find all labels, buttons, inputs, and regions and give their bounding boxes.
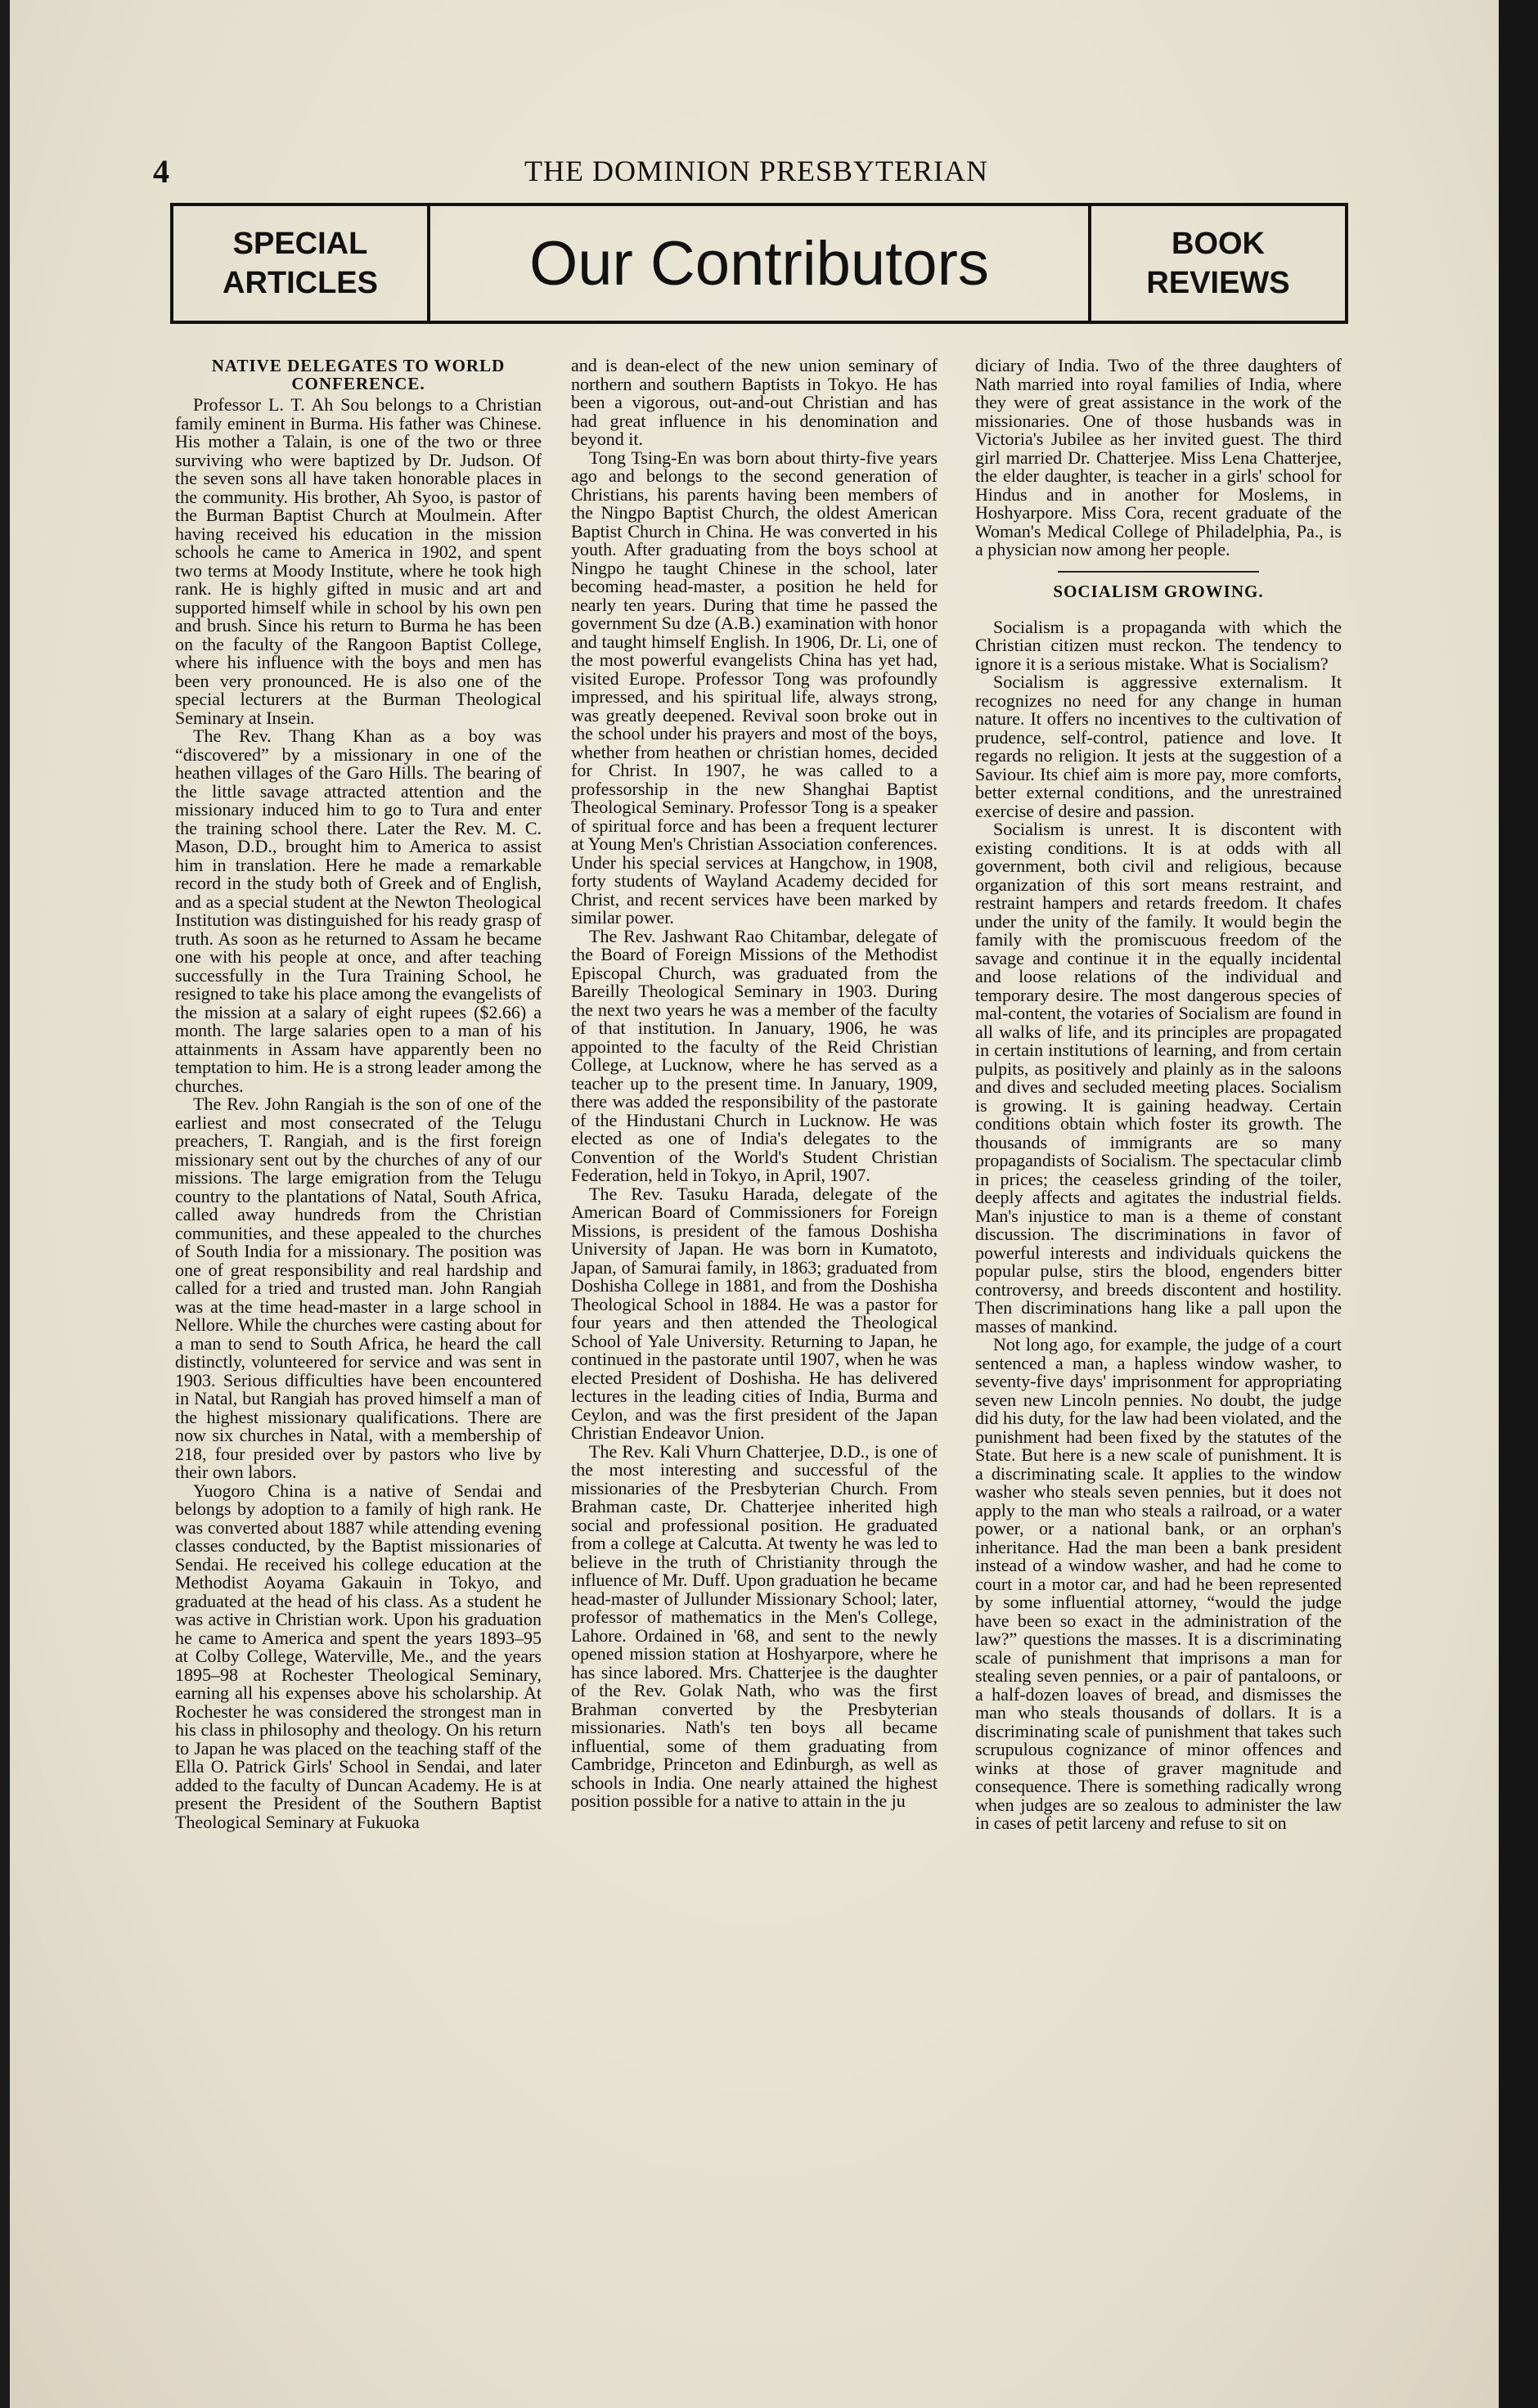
section-banner: [170, 203, 1348, 324]
paragraph: The Rev. Thang Khan as a boy was “discovered” by a missionary in one of the heathen villages of the Garo Hills. The bearing of the little savage attracted attention and the missionary induced him to go to Tura and enter the training school there. Later the Rev. M. C. Mason, D.D., brought him to America to assist him in translation. Here he made a remarkable record in the study both of Greek and of English, and as a special student at the Newton Theological Institution was distinguished for his ready grasp of truth. As soon as he returned to Assam he became one with his people at once, and after teaching successfully in the Tura Training School, he resigned to take his place among the evangelists of the mission at a salary of eight rupees ($2.66) a month. The large salaries open to a man of his attainments in Assam have apparently been no temptation to him. He is a strong leader among the churches.: [175, 726, 542, 1096]
banner-title: Our Contributors: [529, 228, 989, 299]
article-title: SOCIALISM GROWING.: [1053, 581, 1264, 601]
banner-left-line2: ARTICLES: [223, 266, 378, 300]
paragraph: Professor L. T. Ah Sou belongs to a Christian family eminent in Burma. His father was Chinese. His mother a Talain, is one of the two or three surviving who were baptized by Dr. Judson. Of the seven sons all have taken honorable places in the community. His brother, Ah Syoo, is pastor of the Burman Baptist Church at Moulmein. After having received his education in the mission schools he came to America in 1902, and spent two terms at Moody Institute, where he took high rank. He is highly gifted in music and art and supported himself while in school by his own pen and brush. Since his return to Burma he has been on the faculty of the Rangoon Baptist College, where his influence with the boys and men has been very pronounced. He is also one of the special lecturers at the Burman Theological Seminary at Insein.: [175, 394, 542, 728]
section-divider: [1058, 571, 1259, 573]
paragraph: The Rev. Kali Vhurn Chatterjee, D.D., is one of the most interesting and successful of the missionaries of the Presbyterian Church. From Brahman caste, Dr. Chatterjee inherited high social and professional position. He graduated from a college at Calcutta. At twenty he was led to believe in the truth of Christianity through the influence of Mr. Duff. Upon graduation he became head-master of Jullunder Missionary School; later, professor of mathematics in the Men's College, Lahore. Ordained in '68, and sent to the newly opened mission station at Hoshyarpore, where he has since labored. Mrs. Chatterjee is the daughter of the Rev. Golak Nath, who was the first Brahman converted by the Presbyterian missionaries. Nath's ten boys all became influential, some of them graduating from Cambridge, Princeton and Edinburgh, as well as schools in India. One nearly attained the highest position possible for a native to attain in the ju: [571, 1440, 938, 1811]
banner-right-line1: BOOK: [1171, 227, 1265, 261]
paragraph: The Rev. John Rangiah is the son of one of the earliest and most consecrated of the Telugu preachers, T. Rangiah, and is the first foreign missionary sent out by the churches of any of our missions. The large emigration from the Telugu country to the plantations of Natal, South Africa, called away hundreds from the Christian communities, and these appealed to the churches of South India for a missionary. The position was one of great responsibility and real hardship and called for a tried and trusted man. John Rangiah was at the time head-master in a large school in Nellore. While the churches were casting about for a man to send to South Africa, he heard the call distinctly, volunteered for service and was sent in 1903. Serious difficulties have been encountered in Natal, but Rangiah has proved himself a man of the highest missionary qualifications. There are now six churches in Natal, with a membership of 218, four presided over by pastors who live by their own labors.: [175, 1094, 542, 1482]
paragraph: and is dean-elect of the new union seminary of northern and southern Baptists in Tokyo. He has been a vigorous, out-and-out Christian and has had great influence in his denomination and beyond it.: [571, 357, 938, 449]
paragraph: Socialism is a propaganda with which the Christian citizen must reckon. The tendency to ignore it is a serious mistake. What is Socialism?: [975, 616, 1342, 674]
column-3: [975, 357, 1342, 2303]
spacer: [975, 604, 1342, 618]
paragraph: Socialism is aggressive externalism. It recognizes no need for any change in human nature. It offers no incentives to the cultivation of prudence, self-control, patience and love. It regards no religion. It jests at the suggestion of a Saviour. Its chief aim is more pay, more comforts, better external conditions, and the unrestrained exercise of desire and passion.: [975, 672, 1342, 821]
paragraph: Not long ago, for example, the judge of a court sentenced a man, a hapless window washer, to seventy-five days' imprisonment for appropriating seven new Lincoln pennies. No doubt, the judge did his duty, for the law had been violated, and the punishment had been fixed by the statutes of the State. But here is a new scale of punishment. It is a discriminating scale. It applies to the window washer who steals seven pennies, but it does not apply to the man who steals a railroad, or a water power, or a national bank, or an orphan's inheritance. Had the man been a bank president instead of a window washer, and had he come to court in a motor car, and had he been represented by some influential attorney, “would the judge have been so exact in the administration of the law?” questions the masses. It is a discriminating scale of punishment that imprisons a man for stealing seven pennies, or a pair of pantaloons, or a half-dozen loaves of bread, and dismisses the man who steals thousands of dollars. It is a discriminating scale of punishment that takes such scrupulous cognizance of minor offences and winks at those of graver magnitude and consequence. There is something radically wrong when judges are so zealous to administer the law in cases of petit larceny and refuse to sit on: [975, 1334, 1342, 1833]
scan-edge: [1499, 0, 1538, 2408]
paragraph: The Rev. Jashwant Rao Chitambar, delegate of the Board of Foreign Missions of the Methodist Episcopal Church, was graduated from the Bareilly Theological Seminary in 1903. During the next two years he was a member of the faculty of that institution. In January, 1906, he was appointed to the faculty of the Reid Christian College, at Lucknow, where he has served as a teacher up to the present time. In January, 1909, there was added the responsibility of the pastorate of the Hindustani Church in Lucknow. He was elected as one of India's delegates to the Convention of the World's Student Christian Federation, held in Tokyo, in April, 1907.: [571, 925, 938, 1185]
page-number: 4: [153, 153, 169, 190]
publication-title: THE DOMINION PRESBYTERIAN: [524, 155, 988, 187]
page-header: [153, 152, 1360, 190]
column-2: [571, 357, 938, 2303]
paragraph: The Rev. Tasuku Harada, delegate of the American Board of Commissioners for Foreign Missions, is president of the famous Doshisha University of Japan. He was born in Kumatoto, Japan, of Samurai family, in 1863; graduated from Doshisha College in 1881, and from the Doshisha Theological School in 1884. He was a pastor for four years and then attended the Theological School of Yale University. Returning to Japan, he continued in the pastorate until 1907, when he was elected President of Doshisha. He has delivered lectures in the leading cities of India, Burma and Ceylon, and was the first president of the Japan Christian Endeavor Union.: [571, 1183, 938, 1443]
banner-right: [1088, 206, 1345, 321]
paragraph: Socialism is unrest. It is discontent with existing conditions. It is at odds with all government, both civil and religious, because organization of this sort means restraint, and restraint hampers and retards freedom. It chafes under the unity of the family. It would begin the family with the promiscuous freedom of the savage and continue it in the equally incidental and loose relations of the individual and temporary desire. The most dangerous species of mal-content, the votaries of Socialism are found in all walks of life, and its principles are propagated in certain institutions of learning, and from certain pulpits, as positively and plainly as in the saloons and dives and secluded meeting places. Socialism is growing. It is gaining headway. Certain conditions obtain which foster its growth. The thousands of immigrants are so many propagandists of Socialism. The spectacular climb in prices; the ceaseless grinding of the toiler, deeply affects and agitates the industrial fields. Man's injustice to man is a theme of constant discussion. The discriminations in favor of powerful interests and individuals quickens the popular pulse, stirs the blood, engenders bitter controversy, and breeds discontent and hostility. Then discriminations hang like a pall upon the masses of mankind.: [975, 819, 1342, 1337]
article-title: NATIVE DELEGATES TO WORLD CONFERENCE.: [211, 357, 506, 393]
banner-left-line1: SPECIAL: [232, 227, 368, 261]
paragraph: Tong Tsing-En was born about thirty-five years ago and belongs to the second generation of Christians, his parents having been members of the Ningpo Baptist Church, the oldest American Baptist Church in China. He was converted in his youth. After graduating from the boys school at Ningpo he taught Chinese in the school, later becoming head-master, a position he held for nearly ten years. During that time he passed the government Su dze (A.B.) examination with honor and taught himself English. In 1906, Dr. Li, one of the most powerful evangelists China has yet had, visited Europe. Professor Tong was profoundly impressed, and his spiritual life, always strong, was greatly deepened. Revival soon broke out in the school under his prayers and most of the boys, whether from heathen or christian homes, decided for Christ. In 1907, he was called to a professorship in the new Shanghai Baptist Theological Seminary. Professor Tong is a speaker of spiritual force and has been a frequent lecturer at Young Men's Christian Association conferences. Under his special services at Hangchow, in 1908, forty students of Wayland Academy decided for Christ, and recent services have been marked by similar power.: [571, 447, 938, 928]
banner-right-line2: REVIEWS: [1146, 266, 1290, 300]
newspaper-page: [10, 0, 1499, 2408]
paragraph: Yuogoro China is a native of Sendai and belongs by adoption to a family of high rank. He was converted about 1887 while attending evening classes conducted, by the Baptist missionaries of Sendai. He received his college education at the Methodist Aoyama Gakauin in Tokyo, and graduated at the head of his class. As a student he was active in Christian work. Upon his graduation he came to America and spent the years 1893–95 at Colby College, Waterville, Me., and the years 1895–98 at Rochester Theological Seminary, earning all his expenses above his scholarship. At Rochester he was considered the strongest man in his class in philosophy and theology. On his return to Japan he was placed on the teaching staff of the Ella O. Patrick Girls' School in Sendai, and later added to the faculty of Duncan Academy. He is at present the President of the Southern Baptist Theological Seminary at Fukuoka: [175, 1480, 542, 1832]
paragraph: diciary of India. Two of the three daughters of Nath married into royal families of India, where they were of great assistance in the work of the missionaries. One of those husbands was in Victoria's Jubilee as her invited guest. The third girl married Dr. Chatterjee. Miss Lena Chatterjee, the elder daughter, is teacher in a girls' school for Hindus and in another for Moslems, in Hoshyarpore. Miss Cora, recent graduate of the Woman's Medical College of Philadelphia, Pa., is a physician now among her people.: [975, 357, 1342, 559]
column-1: [175, 357, 542, 2303]
banner-left: [173, 206, 430, 321]
